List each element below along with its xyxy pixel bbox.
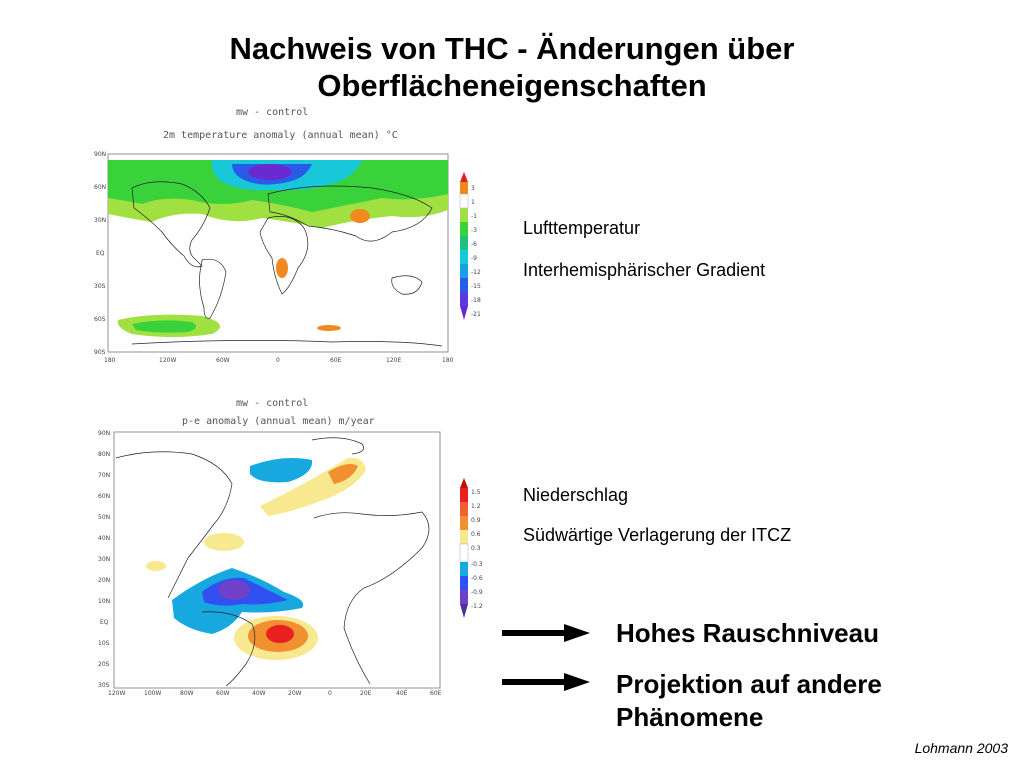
map2-subtitle-1: mw - control — [236, 398, 309, 409]
orange-patch-asia — [350, 209, 370, 223]
orange-patch-southern-ocean — [317, 325, 341, 331]
map1-subtitle-2: 2m temperature anomaly (annual mean) °C — [163, 130, 398, 141]
right-arrow-icon — [502, 673, 592, 691]
map2-legend-swatch — [460, 590, 468, 604]
map2-lon-tick: 20W — [288, 690, 302, 697]
map2-lat-tick: 30N — [98, 556, 111, 563]
map1-legend-label: -6 — [471, 241, 477, 248]
map2-lat-tick: 60N — [98, 493, 111, 500]
map1-legend-swatch — [460, 194, 468, 208]
map2-lon-tick: 100W — [144, 690, 162, 697]
map2-legend-label: -1.2 — [471, 603, 483, 610]
map2-lat-tick: 30S — [98, 682, 110, 689]
map1-legend-swatch — [460, 264, 468, 278]
map2-lat-tick: 20S — [98, 661, 110, 668]
map2-subtitle-2: p-e anomaly (annual mean) m/year — [182, 416, 375, 427]
map1-legend-top-arrow — [460, 172, 468, 182]
map2-lat-tick: 40N — [98, 535, 111, 542]
map1-lon-tick: 180 — [442, 357, 454, 364]
map2-legend-label: 0.6 — [471, 531, 481, 538]
map2-legend-label: -0.6 — [471, 575, 483, 582]
precipitation-heading: Niederschlag — [523, 485, 629, 505]
title-line-1: Nachweis von THC - Änderungen über — [229, 31, 795, 66]
map1-lon-tick: 120E — [386, 357, 402, 364]
map2-lat-tick: 90N — [98, 430, 111, 437]
map2-lat-tick: 50N — [98, 514, 111, 521]
map2-legend-label: -0.9 — [471, 589, 483, 596]
map1-lat-tick: 30N — [94, 217, 107, 224]
map2-legend-swatch — [460, 530, 468, 544]
map2-lon-tick: 20E — [360, 690, 372, 697]
map1-legend-label: -3 — [471, 227, 477, 234]
map1-legend-label: -12 — [471, 269, 481, 276]
map1-legend-label: -18 — [471, 297, 481, 304]
conclusion-projection — [616, 668, 882, 734]
map1-lat-tick: 60S — [94, 316, 106, 323]
temperature-anomaly-map — [92, 148, 492, 370]
map2-lat-tick: 10N — [98, 598, 111, 605]
orange-patch-africa — [276, 258, 288, 278]
map2-legend-label: 1.5 — [471, 489, 481, 496]
source-credit: Lohmann 2003 — [914, 740, 1008, 756]
map1-legend-label: 3 — [471, 185, 475, 192]
map1-legend-swatch — [460, 208, 468, 222]
map2-legend-swatch — [460, 516, 468, 530]
red-region-south — [266, 625, 294, 643]
yellow-patch-pacific — [146, 561, 166, 571]
map2-legend-swatch — [460, 544, 468, 562]
map2-lon-tick: 0 — [328, 690, 332, 697]
map1-legend-bottom-arrow — [460, 306, 468, 320]
conclusion-noise-level: Hohes Rauschniveau — [616, 618, 879, 648]
map2-lon-tick: 120W — [108, 690, 126, 697]
map2-legend-swatch — [460, 562, 468, 576]
conclusion-projection-line-2: Phänomene — [616, 702, 764, 732]
map1-legend-label: -21 — [471, 311, 481, 318]
map1-lat-tick: 30S — [94, 283, 106, 290]
map2-legend-label: -0.3 — [471, 561, 483, 568]
map2-lat-tick: 70N — [98, 472, 111, 479]
precipitation-detail: Südwärtige Verlagerung der ITCZ — [523, 525, 792, 545]
temperature-heading: Lufttemperatur — [523, 218, 641, 238]
precipitation-map-svg — [92, 428, 492, 698]
map2-legend-label: 0.3 — [471, 545, 481, 552]
map2-legend-label: 0.9 — [471, 517, 481, 524]
map1-legend-swatch — [460, 222, 468, 236]
yellow-patch-west — [204, 533, 244, 551]
map1-lat-tick: 90S — [94, 349, 106, 356]
map1-lon-tick: 60E — [330, 357, 342, 364]
map1-lat-tick: 90N — [94, 151, 107, 158]
map1-legend-label: -9 — [471, 255, 477, 262]
map2-lat-tick: 10S — [98, 640, 110, 647]
map1-lat-tick: 60N — [94, 184, 107, 191]
map1-lon-tick: 120W — [159, 357, 177, 364]
map2-legend-swatch — [460, 576, 468, 590]
map2-legend-swatch — [460, 502, 468, 516]
title-line-2: Oberflächeneigenschaften — [317, 68, 707, 103]
map1-legend-swatch — [460, 292, 468, 306]
map1-lat-tick: EQ — [96, 250, 105, 257]
precipitation-anomaly-map — [92, 428, 492, 698]
temperature-map-svg — [92, 148, 492, 370]
map1-legend-label: 1 — [471, 199, 475, 206]
map1-legend-label: -1 — [471, 213, 477, 220]
map2-lat-tick: 80N — [98, 451, 111, 458]
map2-legend-top-arrow — [460, 478, 468, 488]
temperature-detail: Interhemisphärischer Gradient — [523, 260, 766, 280]
map1-subtitle-1: mw - control — [236, 107, 309, 118]
map1-legend-swatch — [460, 236, 468, 250]
purple-region-itcz — [218, 580, 250, 600]
slide-title — [0, 30, 1024, 104]
map2-lat-tick: EQ — [100, 619, 109, 626]
map2-legend-bottom-arrow — [460, 604, 468, 618]
map2-lon-tick: 60E — [430, 690, 442, 697]
map1-lon-tick: 60W — [216, 357, 230, 364]
map2-legend-swatch — [460, 488, 468, 502]
map2-lon-tick: 60W — [216, 690, 230, 697]
map2-lon-tick: 40E — [396, 690, 408, 697]
purple-region-core — [248, 164, 292, 180]
map2-lon-tick: 40W — [252, 690, 266, 697]
map1-legend-swatch — [460, 182, 468, 194]
right-arrow-icon — [502, 624, 592, 642]
map1-lon-tick: 180 — [104, 357, 116, 364]
map1-legend-swatch — [460, 250, 468, 264]
map2-lon-tick: 80W — [180, 690, 194, 697]
map2-legend-label: 1.2 — [471, 503, 481, 510]
map1-lon-tick: 0 — [276, 357, 280, 364]
conclusion-projection-line-1: Projektion auf andere — [616, 669, 882, 699]
map1-legend-swatch — [460, 278, 468, 292]
map1-legend-label: -15 — [471, 283, 481, 290]
map2-lat-tick: 20N — [98, 577, 111, 584]
